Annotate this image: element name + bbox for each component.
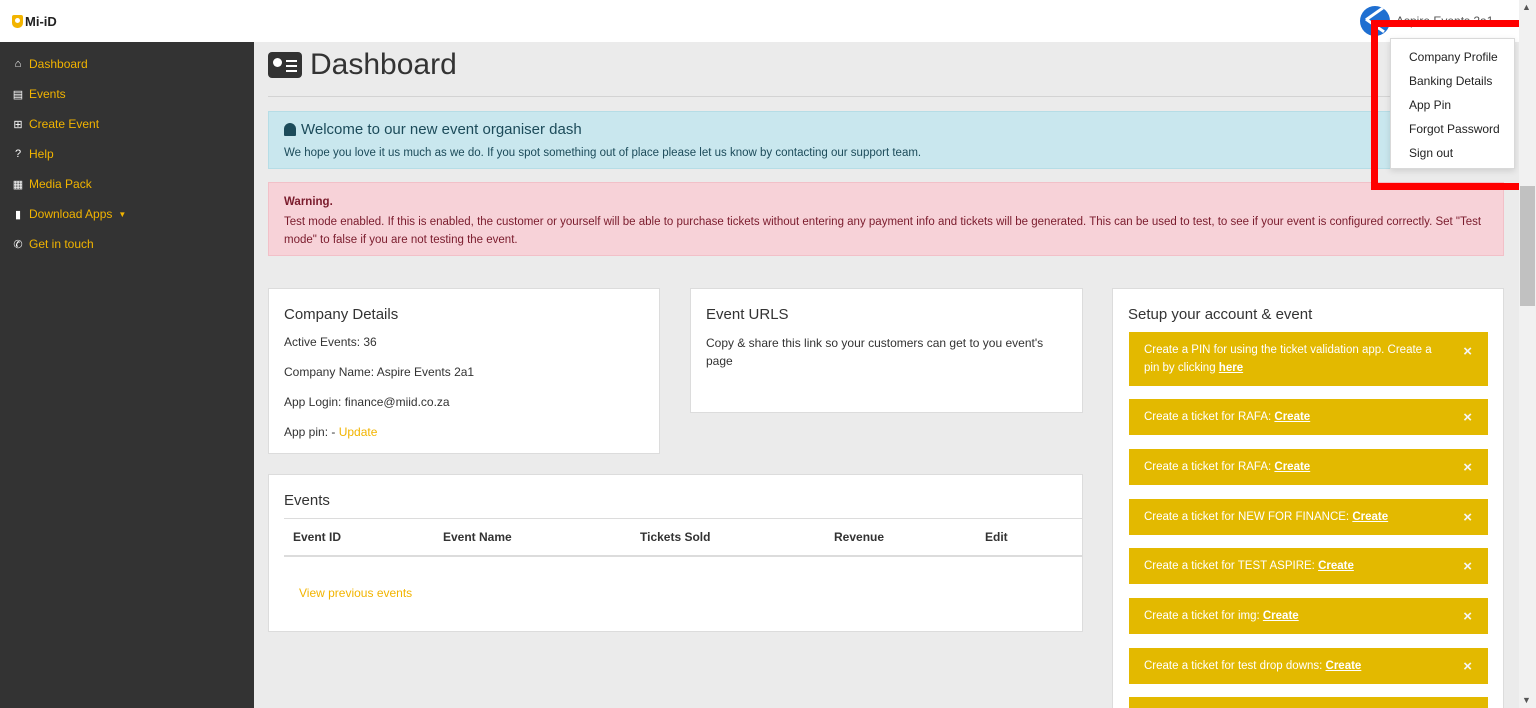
app-login: App Login: finance@miid.co.za bbox=[284, 395, 450, 409]
close-icon[interactable]: × bbox=[1463, 658, 1472, 675]
setup-title: Setup your account & event bbox=[1128, 306, 1313, 323]
welcome-alert-body: We hope you love it us much as we do. If you spot something out of place please let us know by contacting our support team. bbox=[284, 147, 922, 159]
menu-item-banking-details[interactable]: Banking Details bbox=[1409, 74, 1493, 88]
setup-item bbox=[1129, 598, 1488, 634]
active-events: Active Events: 36 bbox=[284, 335, 377, 349]
page-scrollbar[interactable] bbox=[1519, 0, 1536, 708]
events-title: Events bbox=[284, 492, 330, 509]
menu-item-sign-out[interactable]: Sign out bbox=[1409, 146, 1454, 160]
setup-item-label: Create a ticket for NEW FOR FINANCE: bbox=[1144, 511, 1353, 523]
setup-item bbox=[1129, 548, 1488, 584]
column-header-tickets-sold: Tickets Sold bbox=[640, 530, 711, 544]
sidebar bbox=[0, 42, 254, 708]
top-bar bbox=[0, 0, 1536, 42]
images-icon: ▦ bbox=[12, 178, 24, 191]
setup-create-pin-link[interactable]: here bbox=[1218, 362, 1244, 374]
welcome-alert-title bbox=[284, 121, 582, 138]
setup-item bbox=[1129, 499, 1488, 535]
event-urls-body: Copy & share this link so your customers can get to you event's page bbox=[706, 336, 1044, 368]
app-pin bbox=[284, 425, 377, 439]
sidebar-item-label: Download Apps bbox=[29, 207, 113, 221]
warning-body: Test mode enabled. If this is enabled, the customer or yourself will be able to purchase tickets without entering any payment info and tickets will be generated. This can be used to test, to see if your event is configured correctly. Set "Test mode" to false if you are not testing the event. bbox=[284, 216, 1482, 246]
setup-create-link[interactable]: Create bbox=[1274, 411, 1311, 423]
plus-square-icon: ⊞ bbox=[13, 118, 23, 131]
home-icon: ⌂ bbox=[14, 58, 22, 70]
company-details-title: Company Details bbox=[284, 306, 399, 323]
close-icon[interactable]: × bbox=[1463, 608, 1472, 625]
scrollbar-thumb[interactable] bbox=[1520, 186, 1535, 306]
sidebar-item-help[interactable] bbox=[11, 147, 54, 161]
view-previous-events-link[interactable]: View previous events bbox=[299, 586, 413, 600]
menu-item-app-pin[interactable]: App Pin bbox=[1409, 98, 1452, 112]
setup-item bbox=[1129, 399, 1488, 435]
warning-title: Warning. bbox=[284, 196, 333, 208]
table-header-divider bbox=[284, 555, 1082, 557]
company-details-card bbox=[268, 288, 660, 454]
sidebar-item-download-apps[interactable] bbox=[11, 207, 126, 221]
logo[interactable] bbox=[12, 14, 57, 29]
setup-item bbox=[1129, 697, 1488, 708]
page-title: Dashboard bbox=[310, 48, 457, 81]
event-urls-title: Event URLS bbox=[706, 306, 789, 323]
event-urls-card bbox=[690, 288, 1083, 413]
setup-create-link[interactable]: Create bbox=[1352, 511, 1389, 523]
menu-item-forgot-password[interactable]: Forgot Password bbox=[1409, 122, 1500, 136]
file-download-icon: ▮ bbox=[14, 208, 22, 221]
scroll-down-icon[interactable]: ▼ bbox=[1522, 695, 1531, 705]
user-menu-toggle[interactable]: Aspire Events 2a1 bbox=[1396, 14, 1494, 28]
sidebar-item-label: Dashboard bbox=[29, 57, 88, 71]
setup-item-text bbox=[1144, 341, 1444, 377]
setup-create-link[interactable]: Create bbox=[1274, 461, 1311, 473]
column-header-event-id: Event ID bbox=[293, 530, 342, 544]
logo-text: Mi-iD bbox=[25, 14, 57, 29]
setup-item-label: Create a ticket for test drop downs: bbox=[1144, 660, 1326, 672]
calendar-icon: ▤ bbox=[12, 88, 24, 101]
id-card-icon bbox=[268, 52, 302, 78]
setup-item-text bbox=[1144, 408, 1444, 426]
update-pin-link[interactable]: Update bbox=[338, 425, 378, 439]
welcome-alert bbox=[268, 111, 1504, 169]
caret-down-icon: ▼ bbox=[118, 209, 127, 219]
menu-item-company-profile[interactable]: Company Profile bbox=[1409, 50, 1498, 64]
setup-item bbox=[1129, 332, 1488, 386]
sidebar-item-media-pack[interactable] bbox=[11, 177, 92, 191]
user-dropdown-menu bbox=[1390, 38, 1515, 169]
setup-item-text bbox=[1144, 657, 1444, 675]
setup-item-text bbox=[1144, 607, 1444, 625]
setup-item-label: Create a ticket for img: bbox=[1144, 610, 1263, 622]
sidebar-item-label: Events bbox=[29, 87, 66, 101]
column-header-revenue: Revenue bbox=[834, 530, 885, 544]
header-divider bbox=[268, 96, 1504, 97]
setup-create-link[interactable]: Create bbox=[1262, 610, 1299, 622]
sidebar-item-dashboard[interactable] bbox=[11, 57, 88, 71]
close-icon[interactable]: × bbox=[1463, 459, 1472, 476]
setup-item bbox=[1129, 449, 1488, 485]
column-header-event-name: Event Name bbox=[443, 530, 512, 544]
setup-create-link[interactable]: Create bbox=[1318, 560, 1354, 572]
events-divider bbox=[284, 518, 1082, 519]
app-pin-label: App pin: - bbox=[284, 425, 339, 439]
column-header-edit: Edit bbox=[985, 530, 1008, 544]
sidebar-item-events[interactable] bbox=[11, 87, 66, 101]
setup-item-label: Create a ticket for RAFA: bbox=[1144, 411, 1275, 423]
close-icon[interactable]: × bbox=[1463, 509, 1472, 526]
setup-item-label: Create a ticket for RAFA: bbox=[1144, 461, 1275, 473]
setup-item bbox=[1129, 648, 1488, 684]
close-icon[interactable]: × bbox=[1463, 409, 1472, 426]
bell-icon bbox=[284, 123, 296, 136]
sidebar-item-label: Get in touch bbox=[29, 237, 94, 251]
setup-item-text bbox=[1144, 508, 1444, 526]
setup-item-label: Create a ticket for TEST ASPIRE: bbox=[1144, 560, 1319, 572]
sidebar-item-create-event[interactable] bbox=[11, 117, 99, 131]
scroll-up-icon[interactable]: ▲ bbox=[1522, 2, 1531, 12]
setup-card bbox=[1112, 288, 1504, 708]
setup-item-label: Create a PIN for using the ticket validation app. Create a pin by clicking bbox=[1144, 344, 1432, 374]
setup-item-text bbox=[1144, 557, 1444, 575]
page-header bbox=[268, 48, 457, 82]
logo-icon bbox=[12, 15, 23, 28]
phone-icon: ✆ bbox=[13, 238, 23, 251]
sidebar-item-label: Help bbox=[29, 147, 54, 161]
user-avatar[interactable] bbox=[1360, 6, 1390, 36]
test-mode-warning bbox=[268, 182, 1504, 256]
company-name: Company Name: Aspire Events 2a1 bbox=[284, 365, 475, 379]
welcome-alert-title-text: Welcome to our new event organiser dash bbox=[301, 121, 582, 138]
close-icon[interactable]: × bbox=[1463, 343, 1472, 360]
setup-create-link[interactable]: Create bbox=[1325, 660, 1362, 672]
setup-item-text bbox=[1144, 458, 1444, 476]
sidebar-item-get-in-touch[interactable] bbox=[11, 237, 94, 251]
sidebar-item-label: Create Event bbox=[29, 117, 100, 131]
sidebar-item-label: Media Pack bbox=[29, 177, 92, 191]
events-card bbox=[268, 474, 1083, 632]
question-circle-icon: ? bbox=[14, 148, 22, 160]
close-icon[interactable]: × bbox=[1463, 558, 1472, 575]
